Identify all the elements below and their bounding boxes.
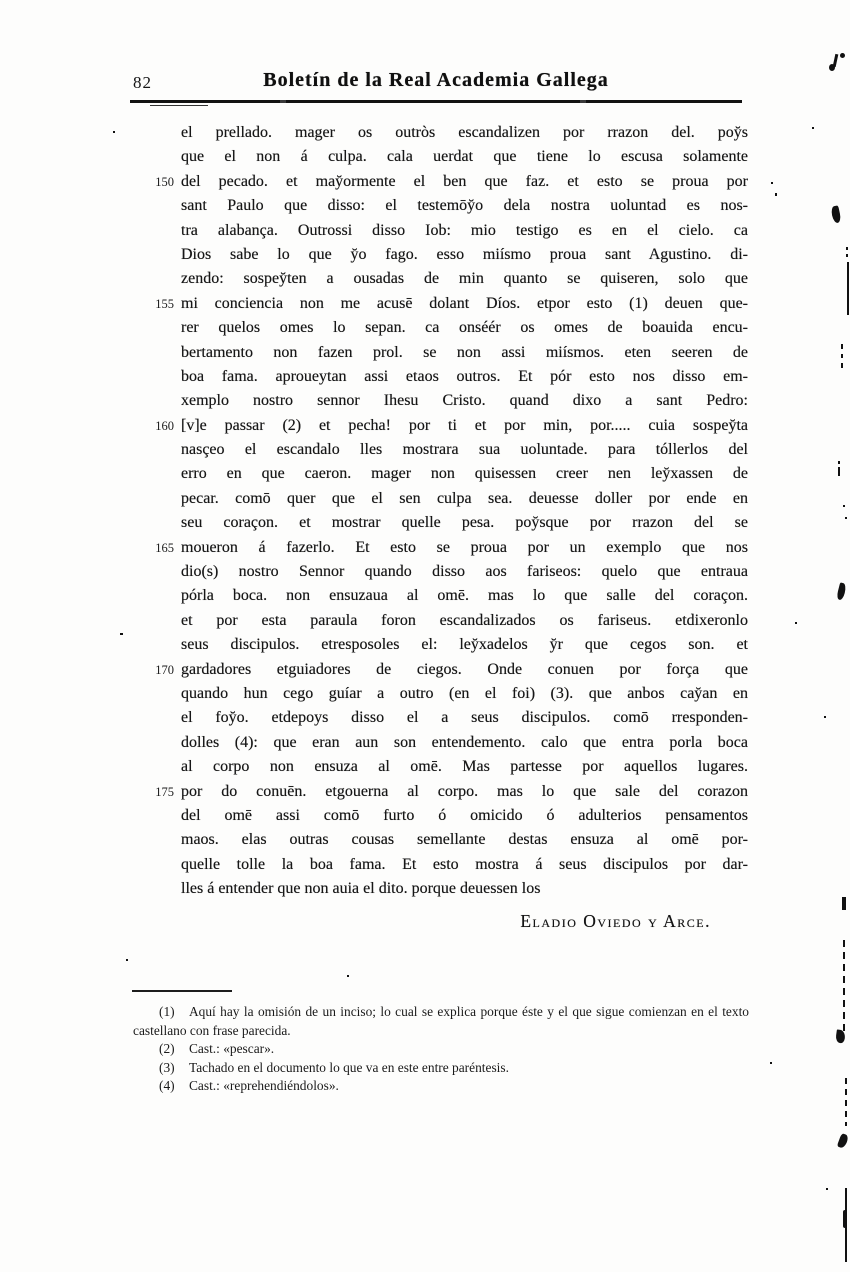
text-line-content: [v]e passar (2) et pecha! por ti et por min, por..... cuia sospey̆ta <box>181 416 748 434</box>
text-line-content: sant Paulo que disso: el testemōy̆o dela nostra uoluntad es nos- <box>181 197 748 215</box>
text-line-content: seu coraçon. et mostrar quelle pesa. poy̆sque por rrazon del se <box>181 514 748 532</box>
text-line <box>155 658 748 682</box>
footnote-text: Aquí hay la omisión de un inciso; lo cual se explica porque éste y el que sigue comienzan en el texto castellano con frase parecida. <box>133 1004 749 1038</box>
ink-mark <box>843 1210 847 1228</box>
text-line <box>181 633 748 657</box>
ink-speck <box>841 344 843 349</box>
ink-speck <box>770 1062 772 1064</box>
line-number: 155 <box>155 296 174 311</box>
author-signature: Eladio Oviedo y Arce. <box>520 911 711 931</box>
text-line-content: por do conuēn. etgouerna al corpo. mas lo que sale del corazon <box>181 782 748 800</box>
line-number: 175 <box>155 784 174 799</box>
line-number: 160 <box>155 418 174 433</box>
header-rule-fragment <box>150 105 208 106</box>
page-edge-line <box>845 1078 847 1126</box>
text-line-content: del pecado. et may̆ormente el ben que faz. et esto se proua por <box>181 172 748 190</box>
journal-title: Boletín de la Real Academia Gallega <box>263 69 609 91</box>
ink-mark <box>830 205 841 223</box>
text-line-content: et por esta paraula foron escandalizados os fariseus. etdixeronlo <box>181 611 748 629</box>
ink-speck <box>795 622 797 624</box>
text-line-content: quando hun cego guíar a outro (en el foi) (3). que anbos cay̆an en <box>181 684 748 702</box>
body-text <box>155 121 748 902</box>
page-edge-line <box>847 262 849 315</box>
text-line-content: boa fama. aproueytan assi etaos outros. Et pór esto nos disso em- <box>181 367 748 385</box>
line-number: 150 <box>155 174 174 189</box>
text-line <box>181 731 748 755</box>
text-line-content: lles á entender que non auia el dito. porque deuessen los <box>181 880 541 898</box>
ink-speck <box>824 716 826 718</box>
ink-speck <box>838 467 840 476</box>
footnote-text: Cast.: «pescar». <box>189 1041 275 1057</box>
text-line <box>181 145 748 169</box>
page-number: 82 <box>133 73 152 92</box>
text-line <box>181 584 748 608</box>
text-line-content: tra alabança. Outrossi disso Iob: mio testigo es en el cielo. ca <box>181 221 748 239</box>
text-line <box>181 682 748 706</box>
text-line-content: el prellado. mager os outròs escandalizen por rrazon del. poy̆s <box>181 124 748 141</box>
text-line-content: zendo: sospey̆ten a ousadas de min quanto se quiseren, solo que <box>181 270 748 288</box>
ink-speck <box>846 247 848 250</box>
ink-speck <box>826 1188 828 1190</box>
text-line <box>181 365 748 389</box>
footnote-4 <box>133 1077 749 1096</box>
footnote-marker: (1) <box>159 1004 175 1019</box>
text-line-content: pecar. comō quer que el sen culpa sea. deuesse doller por ende en <box>181 489 748 507</box>
footnote-text: Cast.: «reprehendiéndolos». <box>189 1078 339 1094</box>
text-line-content: el foy̆o. etdepoys disso el a seus discipulos. comō rresponden- <box>181 709 748 727</box>
text-line <box>155 780 748 804</box>
ink-speck <box>846 254 848 257</box>
header-rule <box>130 100 742 103</box>
text-line <box>181 219 748 243</box>
text-line <box>181 462 748 486</box>
ink-mark <box>836 582 847 600</box>
line-number: 170 <box>155 662 174 677</box>
text-line <box>181 438 748 462</box>
footnotes <box>133 1003 749 1096</box>
footnote-separator <box>132 990 232 992</box>
ink-speck <box>845 517 847 519</box>
footnote-marker: (4) <box>159 1078 175 1094</box>
text-line <box>155 414 748 438</box>
text-line-content: del omē assi comō furto ó omicido ó adulterios pensamentos <box>181 806 748 824</box>
text-line <box>181 194 748 218</box>
text-line-content: gardadores etguiadores de ciegos. Onde conuen por força que <box>181 660 748 678</box>
ink-mark <box>837 1133 849 1149</box>
ink-speck <box>120 633 123 635</box>
text-line <box>181 316 748 340</box>
text-line <box>181 877 748 901</box>
footnote-text: Tachado en el documento lo que va en este entre paréntesis. <box>189 1059 509 1075</box>
text-line <box>181 609 748 633</box>
ink-speck <box>838 461 840 464</box>
footnote-1 <box>133 1003 749 1040</box>
ink-speck <box>812 127 814 129</box>
text-line-content: maos. elas outras cousas semellante destas ensuza al omē por- <box>181 831 748 849</box>
text-line-content: moueron á fazerlo. Et esto se proua por un exemplo que nos <box>181 538 748 556</box>
text-line-content: dio(s) nostro Sennor quando disso aos fariseos: quelo que entraua <box>181 563 748 581</box>
ink-speck <box>775 193 777 196</box>
text-line-content: xemplo nostro sennor Ihesu Cristo. quand dixo a sant Pedro: <box>181 392 748 410</box>
text-line-content: rer quelos omes lo sepan. ca onséér os omes de boauida encu- <box>181 319 748 337</box>
text-line-content: que el non á culpa. cala uerdat que tiene lo escusa solamente <box>181 148 748 166</box>
text-line <box>181 243 748 267</box>
text-line <box>181 560 748 584</box>
page-edge-line <box>843 940 845 1032</box>
text-line-content: bertamento non fazen prol. se non assi miísmos. eten seeren de <box>181 343 748 361</box>
footnote-marker: (3) <box>159 1059 175 1075</box>
text-line <box>181 341 748 365</box>
ink-mark <box>842 897 846 910</box>
ink-speck <box>113 131 115 133</box>
ink-speck <box>347 975 349 977</box>
text-line-content: al corpo non ensuza al omē. Mas partesse por aquellos lugares. <box>181 758 748 776</box>
text-line-content: nasçeo el escandalo lles mostrara sua uoluntade. para tóllerlos del <box>181 441 748 459</box>
text-line <box>181 487 748 511</box>
text-line <box>181 121 748 145</box>
ink-speck <box>841 363 843 368</box>
ink-speck <box>843 505 845 507</box>
text-line <box>155 170 748 194</box>
text-line <box>181 706 748 730</box>
text-line <box>155 292 748 316</box>
text-line-content: Dios sabe lo que y̆o fago. esso miísmo proua sant Agustino. di- <box>181 245 748 263</box>
text-line <box>181 511 748 535</box>
text-line <box>181 755 748 779</box>
ink-mark <box>829 64 835 71</box>
text-line <box>181 853 748 877</box>
ink-speck <box>841 354 843 358</box>
text-line-content: pórla boca. non ensuzaua al omē. mas lo que salle del coraçon. <box>181 587 748 605</box>
text-line <box>181 389 748 413</box>
text-line-content: seus discipulos. etresposoles el: ley̆xadelos y̆r que cegos son. et <box>181 636 748 654</box>
line-number: 165 <box>155 540 174 555</box>
footnote-2 <box>133 1040 749 1059</box>
ink-speck <box>126 959 128 961</box>
text-line-content: erro en que caeron. mager non quisessen creer nen ley̆xassen de <box>181 465 748 483</box>
text-line <box>155 536 748 560</box>
text-line <box>181 828 748 852</box>
text-line-content: quelle tolle la boa fama. Et esto mostra á seus discipulos por dar- <box>181 855 748 873</box>
text-line <box>181 267 748 291</box>
footnote-3 <box>133 1059 749 1078</box>
text-line-content: dolles (4): que eran aun son entendemento. calo que entra porla boca <box>181 733 748 751</box>
ink-speck <box>771 182 773 184</box>
footnote-marker: (2) <box>159 1041 175 1057</box>
text-line <box>181 804 748 828</box>
text-line-content: mi conciencia non me acusē dolant Díos. etpor esto (1) deuen que- <box>181 294 748 312</box>
ink-mark <box>840 53 845 58</box>
